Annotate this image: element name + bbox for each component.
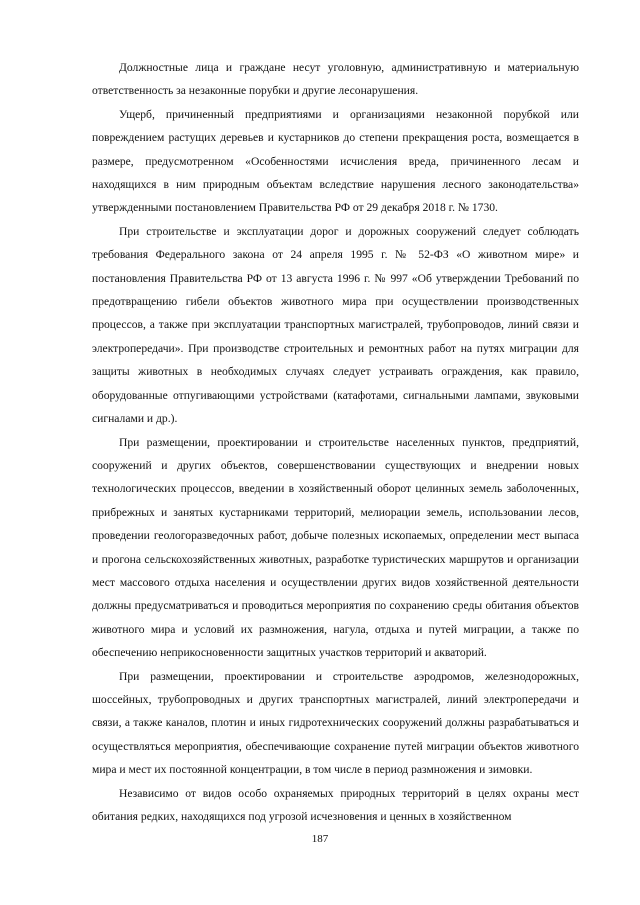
- paragraph-3: При строительстве и эксплуатации дорог и дорожных сооружений следует соблюдать требования Федерального закона от 24 апреля 1995 г. № 52-ФЗ «О животном мире» и постановления Правительства РФ от 13 августа 1996 г. № 997 «Об утверждении Требований по предотвращению гибели объектов животного мира при осуществлении производственных процессов, а также при эксплуатации транспортных магистралей, трубопроводов, линий связи и электропередачи». При производстве строительных и ремонтных работ на путях миграции для защиты животных в необходимых случаях следует устраивать ограждения, как правило, оборудованные отпугивающими устройствами (катафотами, сигнальными лампами, звуковыми сигналами и др.).: [92, 224, 579, 426]
- paragraph-6: Независимо от видов особо охраняемых природных территорий в целях охраны мест обитания редких, находящихся под угрозой исчезновения и ценных в хозяйственном: [92, 786, 579, 823]
- page-number: 187: [311, 833, 329, 845]
- page-body: [92, 56, 579, 828]
- paragraph-5: При размещении, проектировании и строительстве аэродромов, железнодорожных, шоссейных, трубопроводных и других транспортных магистралей, линий электропередачи и связи, а также каналов, плотин и иных гидротехнических сооружений должны разрабатываться и осуществляться мероприятия, обеспечивающие сохранение путей миграции объектов животного мира и мест их постоянной концентрации, в том числе в период размножения и зимовки.: [92, 669, 579, 777]
- paragraph-4: При размещении, проектировании и строительстве населенных пунктов, предприятий, сооружений и других объектов, совершенствовании существующих и внедрении новых технологических процессов, введении в хозяйственный оборот целинных земель заболоченных, прибрежных и занятых кустарниками территорий, мелиорации земель, использовании лесов, проведении геологоразведочных работ, добыче полезных ископаемых, определении мест выпаса и прогона сельскохозяйственных животных, разработке туристических маршрутов и организации мест массового отдыха населения и осуществлении других видов хозяйственной деятельности должны предусматриваться и проводиться мероприятия по сохранению среды обитания объектов животного мира и условий их размножения, нагула, отдыха и путей миграции, а также по обеспечению неприкосновенности защитных участков территорий и акваторий.: [92, 435, 579, 660]
- paragraph-2: Ущерб, причиненный предприятиями и организациями незаконной порубкой или повреждением растущих деревьев и кустарников до степени прекращения роста, возмещается в размере, предусмотренном «Особенностями исчисления вреда, причиненного лесам и находящихся в ним природным объектам вследствие нарушения лесного законодательства» утвержденными постановлением Правительства РФ от 29 декабря 2018 г. № 1730.: [92, 107, 579, 215]
- paragraph-1: Должностные лица и граждане несут уголовную, административную и материальную ответственность за незаконные порубки и другие лесонарушения.: [92, 61, 579, 98]
